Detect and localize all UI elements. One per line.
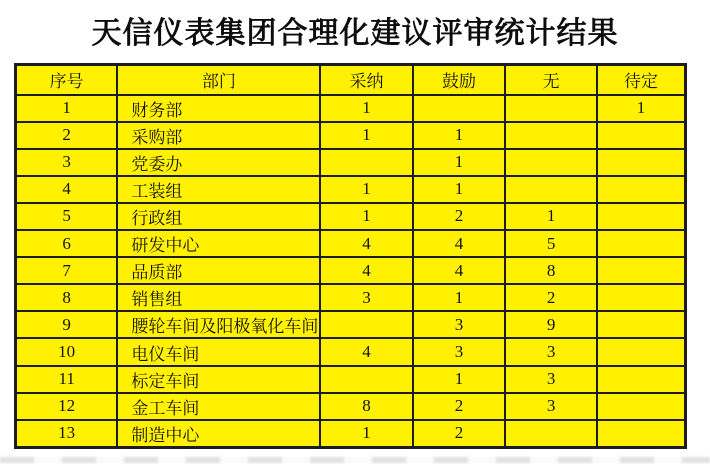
none-count-cell bbox=[505, 420, 597, 448]
department-cell: 行政组 bbox=[117, 203, 320, 230]
header-serial-number: 序号 bbox=[16, 65, 118, 95]
department-cell: 金工车间 bbox=[117, 393, 320, 420]
none-count-cell: 1 bbox=[505, 203, 597, 230]
table-row bbox=[16, 366, 686, 393]
table-header-row bbox=[16, 65, 686, 95]
adopted-count-cell: 4 bbox=[320, 257, 412, 284]
table-row bbox=[16, 311, 686, 338]
serial-number-cell: 1 bbox=[16, 95, 118, 122]
pending-count-cell bbox=[597, 257, 685, 284]
none-count-cell: 8 bbox=[505, 257, 597, 284]
pending-count-cell bbox=[597, 338, 685, 365]
encouraged-count-cell: 3 bbox=[413, 311, 505, 338]
department-cell: 销售组 bbox=[117, 284, 320, 311]
encouraged-count-cell: 1 bbox=[413, 366, 505, 393]
none-count-cell: 3 bbox=[505, 393, 597, 420]
none-count-cell bbox=[505, 95, 597, 122]
encouraged-count-cell bbox=[413, 95, 505, 122]
serial-number-cell: 13 bbox=[16, 420, 118, 448]
adopted-count-cell: 1 bbox=[320, 95, 412, 122]
none-count-cell: 3 bbox=[505, 366, 597, 393]
encouraged-count-cell: 4 bbox=[413, 230, 505, 257]
pending-count-cell bbox=[597, 311, 685, 338]
serial-number-cell: 8 bbox=[16, 284, 118, 311]
table-row bbox=[16, 149, 686, 176]
adopted-count-cell: 1 bbox=[320, 420, 412, 448]
serial-number-cell: 4 bbox=[16, 176, 118, 203]
encouraged-count-cell: 1 bbox=[413, 176, 505, 203]
pending-count-cell bbox=[597, 176, 685, 203]
department-cell: 电仪车间 bbox=[117, 338, 320, 365]
encouraged-count-cell: 2 bbox=[413, 393, 505, 420]
department-cell: 财务部 bbox=[117, 95, 320, 122]
table-row bbox=[16, 95, 686, 122]
pending-count-cell: 1 bbox=[597, 95, 685, 122]
table-row bbox=[16, 203, 686, 230]
adopted-count-cell bbox=[320, 366, 412, 393]
serial-number-cell: 11 bbox=[16, 366, 118, 393]
serial-number-cell: 6 bbox=[16, 230, 118, 257]
pending-count-cell bbox=[597, 149, 685, 176]
pending-count-cell bbox=[597, 420, 685, 448]
department-cell: 品质部 bbox=[117, 257, 320, 284]
serial-number-cell: 12 bbox=[16, 393, 118, 420]
none-count-cell bbox=[505, 149, 597, 176]
serial-number-cell: 3 bbox=[16, 149, 118, 176]
department-cell: 腰轮车间及阳极氧化车间 bbox=[117, 311, 320, 338]
table-row bbox=[16, 230, 686, 257]
adopted-count-cell: 1 bbox=[320, 203, 412, 230]
header-encouraged: 鼓励 bbox=[413, 65, 505, 95]
table-row bbox=[16, 420, 686, 448]
adopted-count-cell: 4 bbox=[320, 338, 412, 365]
department-cell: 标定车间 bbox=[117, 366, 320, 393]
table-body bbox=[16, 95, 686, 448]
adopted-count-cell: 4 bbox=[320, 230, 412, 257]
serial-number-cell: 10 bbox=[16, 338, 118, 365]
scan-artifact bbox=[0, 457, 710, 463]
header-pending: 待定 bbox=[597, 65, 685, 95]
serial-number-cell: 7 bbox=[16, 257, 118, 284]
statistics-table bbox=[14, 63, 687, 449]
pending-count-cell bbox=[597, 230, 685, 257]
header-adopted: 采纳 bbox=[320, 65, 412, 95]
adopted-count-cell bbox=[320, 149, 412, 176]
encouraged-count-cell: 1 bbox=[413, 122, 505, 149]
none-count-cell: 5 bbox=[505, 230, 597, 257]
department-cell: 党委办 bbox=[117, 149, 320, 176]
pending-count-cell bbox=[597, 393, 685, 420]
encouraged-count-cell: 2 bbox=[413, 420, 505, 448]
pending-count-cell bbox=[597, 284, 685, 311]
adopted-count-cell: 1 bbox=[320, 122, 412, 149]
adopted-count-cell: 1 bbox=[320, 176, 412, 203]
encouraged-count-cell: 4 bbox=[413, 257, 505, 284]
adopted-count-cell: 8 bbox=[320, 393, 412, 420]
none-count-cell: 3 bbox=[505, 338, 597, 365]
none-count-cell bbox=[505, 176, 597, 203]
adopted-count-cell: 3 bbox=[320, 284, 412, 311]
encouraged-count-cell: 3 bbox=[413, 338, 505, 365]
encouraged-count-cell: 1 bbox=[413, 284, 505, 311]
none-count-cell: 2 bbox=[505, 284, 597, 311]
pending-count-cell bbox=[597, 366, 685, 393]
table-row bbox=[16, 257, 686, 284]
pending-count-cell bbox=[597, 122, 685, 149]
department-cell: 工装组 bbox=[117, 176, 320, 203]
serial-number-cell: 9 bbox=[16, 311, 118, 338]
table-row bbox=[16, 122, 686, 149]
none-count-cell bbox=[505, 122, 597, 149]
none-count-cell: 9 bbox=[505, 311, 597, 338]
department-cell: 采购部 bbox=[117, 122, 320, 149]
adopted-count-cell bbox=[320, 311, 412, 338]
department-cell: 研发中心 bbox=[117, 230, 320, 257]
encouraged-count-cell: 2 bbox=[413, 203, 505, 230]
page-title: 天信仪表集团合理化建议评审统计结果 bbox=[91, 17, 619, 50]
department-cell: 制造中心 bbox=[117, 420, 320, 448]
table-row bbox=[16, 176, 686, 203]
header-none: 无 bbox=[505, 65, 597, 95]
table-row bbox=[16, 393, 686, 420]
encouraged-count-cell: 1 bbox=[413, 149, 505, 176]
table-row bbox=[16, 284, 686, 311]
serial-number-cell: 5 bbox=[16, 203, 118, 230]
table-row bbox=[16, 338, 686, 365]
header-department: 部门 bbox=[117, 65, 320, 95]
pending-count-cell bbox=[597, 203, 685, 230]
serial-number-cell: 2 bbox=[16, 122, 118, 149]
